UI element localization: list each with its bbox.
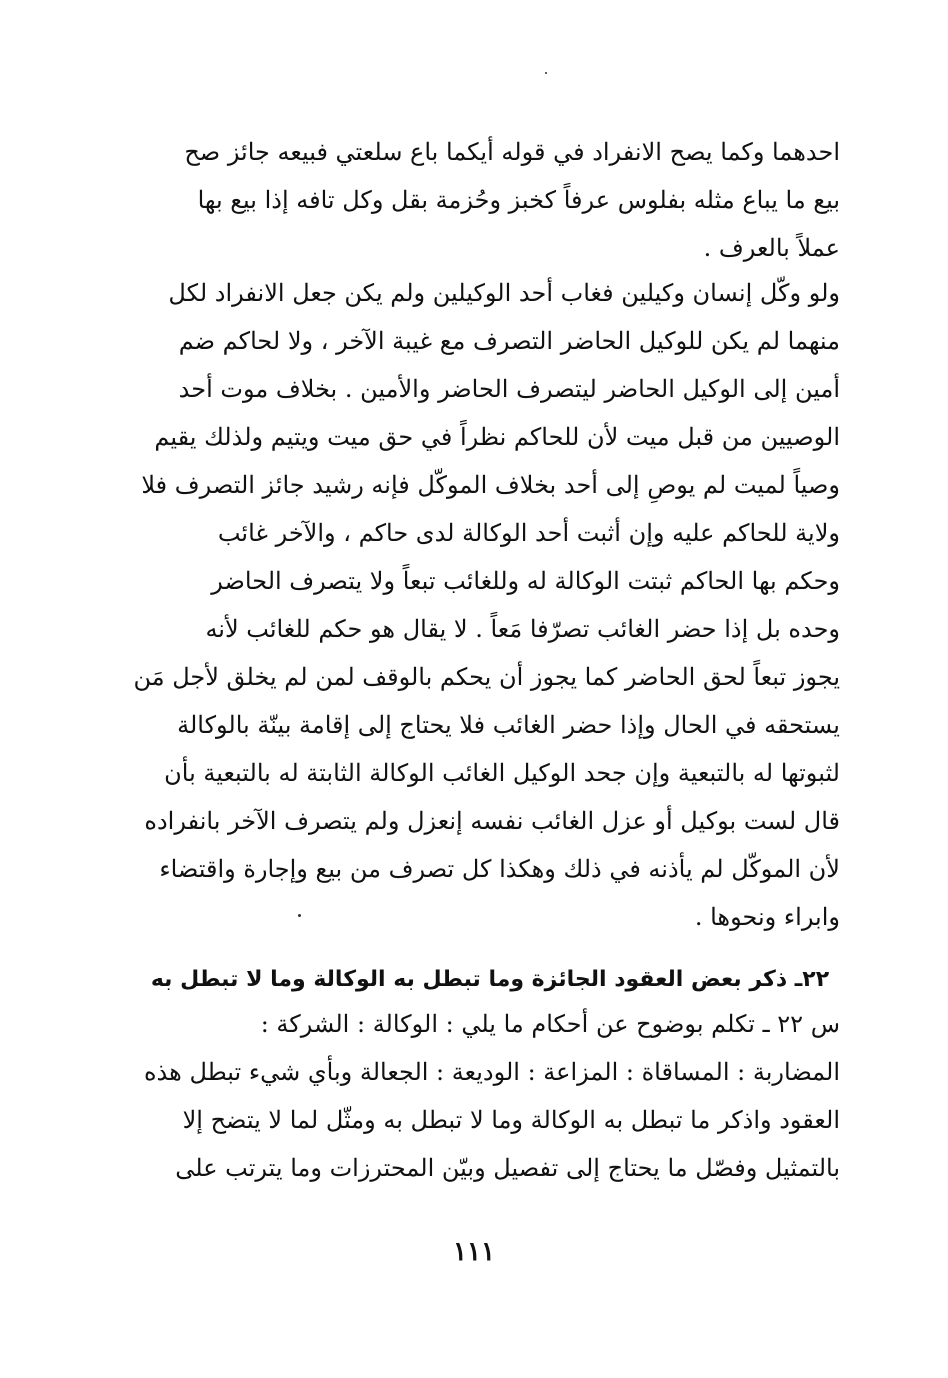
print-speck [545, 72, 547, 74]
print-speck [298, 914, 301, 917]
text-line: الوصيين من قبل ميت لأن للحاكم نظراً في حق ميت ويتيم ولذلك يقيم [154, 423, 840, 451]
text-line: وابراء ونحوها . [694, 903, 840, 931]
text-line: بالتمثيل وفصّل ما يحتاج إلى تفصيل وبيّن المحترزات وما يترتب على [175, 1154, 840, 1182]
text-line: يستحقه في الحال وإذا حضر الغائب فلا يحتاج إلى إقامة بينّة بالوكالة [177, 711, 840, 739]
text-line: بيع ما يباع مثله بفلوس عرفاً كخبز وحُزمة بقل وكل تافه إذا بيع بها [197, 186, 840, 214]
text-line: العقود واذكر ما تبطل به الوكالة وما لا تبطل به ومثّل لما لا يتضح إلا [182, 1106, 840, 1134]
text-line: لأن الموكّل لم يأذنه في ذلك وهكذا كل تصرف من بيع وإجارة واقتضاء [159, 855, 840, 883]
text-line: يجوز تبعاً لحق الحاضر كما يجوز أن يحكم بالوقف لمن لم يخلق لأجل مَن [133, 663, 840, 691]
text-line: ولاية للحاكم عليه وإن أثبت أحد الوكالة لدى حاكم ، والآخر غائب [217, 519, 840, 547]
paragraph-3 [128, 1000, 840, 1192]
text-line: احدهما وكما يصح الانفراد في قوله أيكما باع سلعتي فبيعه جائز صح [184, 138, 840, 166]
text-line: المضاربة : المساقاة : المزاعة : الوديعة : الجعالة وبأي شيء تبطل هذه [143, 1058, 840, 1086]
text-line: قال لست بوكيل أو عزل الغائب نفسه إنعزل ولم يتصرف الآخر بانفراده [144, 807, 840, 835]
paragraph-2 [128, 269, 840, 941]
text-line: ولو وكّل إنسان وكيلين فغاب أحد الوكيلين ولم يكن جعل الانفراد لكل [168, 279, 840, 307]
text-line: وحكم بها الحاكم ثبتت الوكالة له وللغائب تبعاً ولا يتصرف الحاضر [211, 567, 840, 595]
page-number: ١١١ [453, 1237, 495, 1267]
text-line: وحده بل إذا حضر الغائب تصرّفا مَعاً . لا يقال هو حكم للغائب لأنه [205, 615, 840, 643]
text-line: لثبوتها له بالتبعية وإن جحد الوكيل الغائب الوكالة الثابتة له بالتبعية بأن [164, 759, 840, 787]
text-line: س ٢٢ ـ تكلم بوضوح عن أحكام ما يلي : الوكالة : الشركة : [260, 1010, 840, 1038]
text-line: منهما لم يكن للوكيل الحاضر التصرف مع غيبة الآخر ، ولا لحاكم ضم [178, 327, 840, 355]
text-line: أمين إلى الوكيل الحاضر ليتصرف الحاضر والأمين . بخلاف موت أحد [178, 375, 840, 403]
paragraph-1 [128, 128, 840, 272]
text-line: عملاً بالعرف . [703, 234, 840, 262]
text-line: وصياً لميت لم يوصِ إلى أحد بخلاف الموكّل فإنه رشيد جائز التصرف فلا [141, 471, 840, 499]
section-heading: ٢٢ـ ذكر بعض العقود الجائزة وما تبطل به الوكالة وما لا تبطل به [150, 967, 830, 992]
